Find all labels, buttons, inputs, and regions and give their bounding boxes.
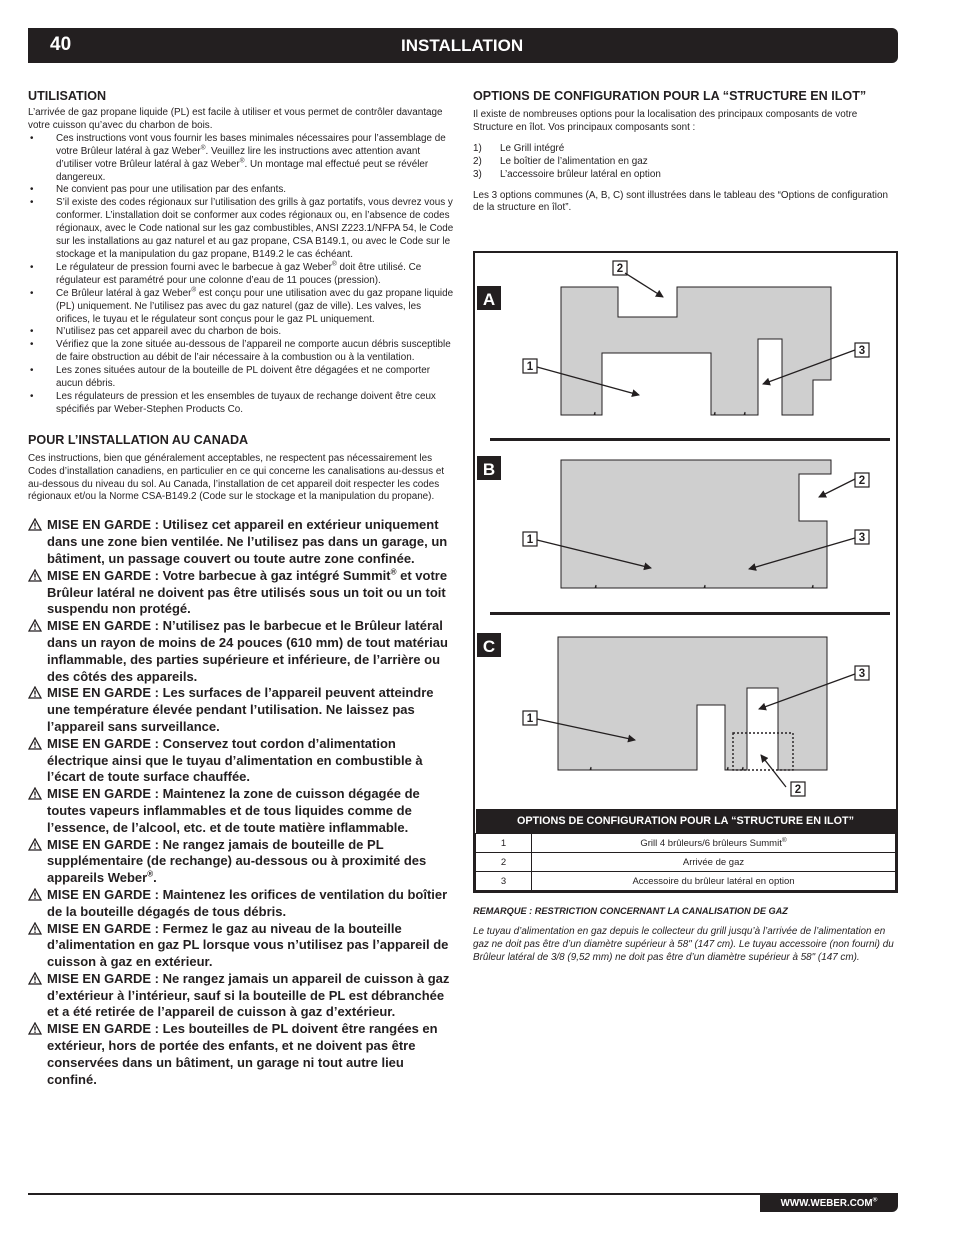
utilisation-heading: UTILISATION [28, 89, 107, 103]
page-number: 40 [50, 34, 72, 55]
callout-2 [613, 261, 627, 275]
svg-text:3: 3 [858, 532, 866, 544]
svg-text:3: 3 [858, 345, 866, 357]
panel-a [477, 261, 869, 415]
options-intro: Il existe de nombreuses options pour la localisation des principaux composants de votre Structure en îlot. Vos principaux composants sont : [473, 109, 858, 133]
table-header: OPTIONS DE CONFIGURATION POUR LA “STRUCTURE EN ILOT” [476, 809, 896, 834]
panel-c [477, 633, 869, 796]
warning-item: MISE EN GARDE : Votre barbecue à gaz intégré Summit® et votre Brûleur latéral ne doivent pas être utilisés sous un toit ou un toit suspendu non protégé. [28, 568, 456, 618]
warning-item: MISE EN GARDE : Les bouteilles de PL doivent être rangées en extérieur, hors de portée des enfants, et ne doivent pas être conservées dans un bâtiment, un garage ni tout autre lieu confiné. [28, 1021, 456, 1088]
callout-3 [855, 666, 869, 680]
panel-separator [490, 612, 890, 615]
panel-label-b: B [482, 460, 496, 479]
warning-icon [28, 737, 42, 750]
list-item: • N’utilisez pas cet appareil avec du charbon de bois. [30, 326, 282, 338]
list-item: • Les régulateurs de pression et les ensembles de tuyaux de rechange doivent être ceux spécifiés par Weber-Stephen Products Co. [30, 390, 436, 415]
page-header [28, 28, 898, 63]
list-item: • Ces instructions vont vous fournir les bases minimales nécessaires pour l’assemblage de votre Brûleur latéral à gaz Weber®. Veuillez lire les instructions avec attention avant d’utiliser votre Brûleur latéral à gaz Weber®. Un montage mal effectué peut se révéler dangereux. [30, 132, 446, 183]
warning-item: MISE EN GARDE : Maintenez la zone de cuisson dégagée de toutes vapeurs inflammables et de tous liquides comme de l’essence, de l’alcool, etc. et de toute matière inflammable. [28, 786, 456, 836]
left-column [28, 88, 456, 1088]
utilisation-bullets [28, 133, 456, 417]
canada-heading: POUR L’INSTALLATION AU CANADA [28, 432, 249, 447]
list-item: 1) Le Grill intégré [473, 142, 565, 154]
table-cell-desc: Accessoire du brûleur latéral en option [532, 872, 896, 891]
callout-1 [523, 532, 537, 546]
panel-b [477, 456, 869, 588]
utilisation-intro: L’arrivée de gaz propane liquide (PL) est facile à utiliser et vous permet de contrôler davantage votre cuisson qu’avec du charbon de bois. [28, 107, 443, 131]
remark-body: Le tuyau d’alimentation en gaz depuis le collecteur du grill jusqu’à l’arrivée de l’alimentation en gaz ne doit pas être d’un diamètre supérieur à 58" (147 cm). Le tuyau accessoire (non fourni) du Brûleur latéral de 3/8 (9,52 mm) ne doit pas être d’un diamètre supérieur à 58" (147 cm). [473, 926, 894, 963]
footer-url[interactable]: WWW.WEBER.COM® [760, 1195, 898, 1212]
warning-item: MISE EN GARDE : Ne rangez jamais un appareil de cuisson à gaz d’extérieur à l’intérieur, sauf si la bouteille de PL est débranchée et a été retirée de l’appareil de cuisson à gaz d’extérieur. [28, 971, 456, 1021]
svg-text:1: 1 [526, 361, 534, 373]
warning-item: MISE EN GARDE : Conservez tout cordon d’alimentation électrique ainsi que le tuyau d’alimentation en combustible à l’écart de toute surface chauffée. [28, 736, 456, 786]
list-item: • Les zones situées autour de la bouteille de PL doivent être dégagées et ne comporter aucun débris. [30, 365, 431, 390]
callout-arrow [625, 273, 663, 297]
table-cell-num: 2 [476, 853, 532, 872]
warning-item: MISE EN GARDE : N’utilisez pas le barbecue et le Brûleur latéral dans un rayon de moins de 24 pouces (610 mm) de tout matériau inflammable, des parties supérieure et inférieure, de l’arrière ou des côtés des appareils. [28, 618, 456, 685]
warning-icon [28, 686, 42, 699]
callout-2 [791, 782, 805, 796]
warning-item: MISE EN GARDE : Maintenez les orifices de ventilation du boîtier de la bouteille dégagés de tous débris. [28, 887, 456, 921]
right-column [473, 88, 899, 215]
options-heading: OPTIONS DE CONFIGURATION POUR LA “STRUCTURE EN ILOT” [473, 89, 867, 103]
warning-icon [28, 888, 42, 901]
svg-text:3: 3 [858, 668, 866, 680]
table-row [476, 853, 896, 872]
svg-text:1: 1 [526, 534, 534, 546]
warning-icon [28, 972, 42, 985]
component-list [473, 143, 899, 182]
svg-text:1: 1 [526, 713, 534, 725]
configuration-illustrations [475, 253, 896, 813]
list-item: • Le régulateur de pression fourni avec le barbecue à gaz Weber® doit être utilisé. Ce régulateur est paramétré pour une colonne d’eau de 11 pouces (pression). [30, 260, 422, 286]
warning-item: MISE EN GARDE : Utilisez cet appareil en extérieur uniquement dans une zone bien ventilée. Ne l’utilisez pas dans un garage, un bâtiment, un passage couvert ou toute autre zone confinée. [28, 517, 456, 567]
remark-title: REMARQUE : RESTRICTION CONCERNANT LA CANALISATION DE GAZ [473, 906, 788, 916]
table-cell-desc: Grill 4 brûleurs/6 brûleurs Summit® [532, 834, 896, 853]
svg-text:2: 2 [794, 784, 802, 796]
panel-label-c: C [482, 637, 496, 656]
options-summary: Les 3 options communes (A, B, C) sont illustrées dans le tableau des “Options de configuration de la structure en îlot”. [473, 189, 888, 214]
svg-text:2: 2 [858, 475, 866, 487]
table-row [476, 872, 896, 891]
warning-icon [28, 1022, 42, 1035]
panel-separator [490, 438, 890, 441]
configuration-table [475, 809, 896, 892]
warning-icon [28, 518, 42, 531]
warning-icon [28, 619, 42, 632]
warning-item: MISE EN GARDE : Les surfaces de l’appareil peuvent atteindre une température élevée pendant l’utilisation. Ne laissez pas l’appareil sans surveillance. [28, 685, 456, 735]
island-structure-a [561, 287, 831, 415]
callout-2 [855, 473, 869, 487]
table-cell-desc: Arrivée de gaz [532, 853, 896, 872]
warning-list [28, 517, 456, 1088]
list-item: • Ce Brûleur latéral à gaz Weber® est conçu pour une utilisation avec du gaz propane liquide (PL) uniquement. Ne l’utilisez pas avec du gaz naturel (gaz de ville). Les valves, les orifices, le tuyau et le régulateur sont conçus pour le gaz PL uniquement. [30, 286, 454, 325]
table-cell-num: 1 [476, 834, 532, 853]
warning-item: MISE EN GARDE : Ne rangez jamais de bouteille de PL supplémentaire (de rechange) au-dessous ou à proximité des appareils Weber®. [28, 837, 456, 887]
callout-1 [523, 359, 537, 373]
panel-label-a: A [482, 290, 496, 309]
table-row [476, 834, 896, 853]
list-item: 2) Le boîtier de l’alimentation en gaz [473, 155, 648, 167]
configuration-diagram [473, 251, 898, 893]
callout-3 [855, 530, 869, 544]
island-structure-b [561, 460, 831, 588]
page-title: INSTALLATION [401, 36, 524, 55]
warning-icon [28, 838, 42, 851]
warning-item: MISE EN GARDE : Fermez le gaz au niveau de la bouteille d’alimentation en gaz PL lorsque vous n’utilisez pas l’appareil de cuisson à gaz en extérieur. [28, 921, 456, 971]
list-item: • Ne convient pas pour une utilisation par des enfants. [30, 184, 287, 196]
callout-arrow [819, 479, 855, 497]
svg-text:2: 2 [616, 263, 624, 275]
warning-icon [28, 569, 42, 582]
table-cell-num: 3 [476, 872, 532, 891]
island-structure-c [558, 637, 827, 770]
list-item: • Vérifiez que la zone située au-dessous de l’appareil ne comporte aucun débris susceptible de faire obstruction au débit de l’air nécessaire à la combustion ou à la ventilation. [30, 339, 451, 364]
callout-1 [523, 711, 537, 725]
list-item: 3) L’accessoire brûleur latéral en option [473, 168, 661, 180]
warning-icon [28, 787, 42, 800]
list-item: • S’il existe des codes régionaux sur l’utilisation des grills à gaz portatifs, vous devrez vous y conformer. L’installation doit se conformer aux codes régionaux ou, en l’absence de codes régionaux, avec le Code national sur les gaz combustibles, ANSI Z223.1/NFPA 54, le Code sur les installations au gaz naturel et au gaz propane, CSA B149.1, ou avec le Code sur le stockage et la manipulation du gaz propane, B149.2 le cas échéant. [30, 197, 454, 260]
canada-body: Ces instructions, bien que généralement acceptables, ne respectent pas nécessairement les Codes d’installation canadiens, en particulier en ce qui concerne les canalisations au-dessus et au-dessous du niveau du sol. Au Canada, l’installation de cet appareil doit respecter les codes régionaux et/ou la Norme CSA-B149.2 (Code sur le stockage et la manipulation du propane). [28, 452, 445, 503]
warning-icon [28, 922, 42, 935]
callout-3 [855, 343, 869, 357]
